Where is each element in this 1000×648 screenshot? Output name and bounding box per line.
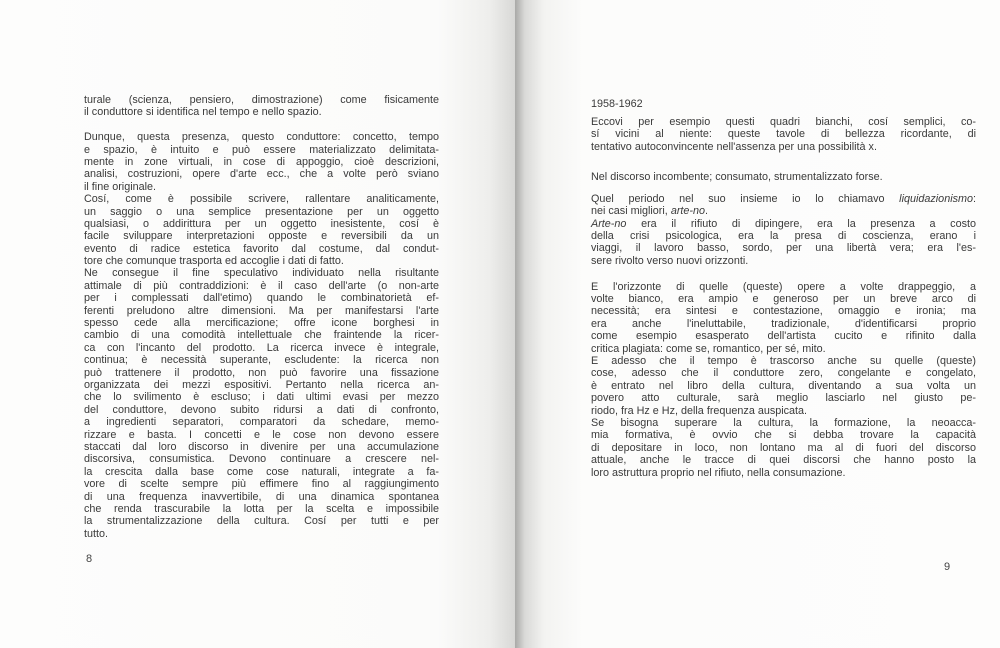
right-page <box>515 0 1000 648</box>
paragraph <box>84 94 439 119</box>
text-segment: . <box>705 205 709 218</box>
text-line: un saggio o una semplice presentazione per un oggetto <box>84 205 439 218</box>
text-line: è entrato nel libro della cultura, diventando a sua volta un <box>591 379 976 392</box>
text-line: tentativo autoconvincente nell'assenza per una possibilità x. <box>591 140 877 153</box>
text-line: ferenti preludono altre dimensioni. Ma per manifestarsi l'arte <box>84 304 439 317</box>
text-line: turale (scienza, pensiero, dimostrazione) come fisicamente <box>84 94 439 106</box>
text-line: discorsiva, consumistica. Devono continuare a crescere nel- <box>84 453 439 466</box>
text-line: Dunque, questa presenza, questo conduttore: concetto, tempo <box>84 131 439 144</box>
text-line: come esempio esasperato dell'artista cucito e rifinito dalla <box>591 330 976 343</box>
text-segment: era il rifiuto di dipingere, era la presenza a costo <box>626 217 976 230</box>
paragraph <box>591 193 976 218</box>
text-line: la strumentalizzazione della cultura. Cosí per tutti e per <box>84 515 439 528</box>
text-line: per i complessati dall'etimo) quando le combinatorietà ef- <box>84 292 439 305</box>
text-line <box>591 193 976 205</box>
text-line: loro astruttura proprio nel rifiuto, nella consumazione. <box>591 466 846 479</box>
paragraph <box>591 171 976 183</box>
text-line: il conduttore si identifica nel tempo e nello spazio. <box>84 106 322 119</box>
text-line: qualsiasi, o addirittura per un oggetto inesistente, cosí è <box>84 217 439 230</box>
text-line: organizzata dei mezzi espositivi. Pertanto nella ricerca an- <box>84 378 439 391</box>
text-line: di una frequenza inavvertibile, di una dinamica spontanea <box>84 490 439 503</box>
paragraph <box>591 98 976 110</box>
text-line: rizzare e basta. I concetti e le cose non devono essere <box>84 428 439 441</box>
text-line: tutto. <box>84 527 109 540</box>
text-line: riodo, fra Hz e Hz, della frequenza auspicata. <box>591 404 808 417</box>
text-line: che renda trascurabile la lotta per la scelta e impossibile <box>84 502 439 515</box>
text-line: cambio di una comodità intellettuale che fraintende la ricer- <box>84 329 439 342</box>
text-line: tore che comunque trasporta ed accoglie i dati di fatto. <box>84 255 344 268</box>
text-line: cose, adesso che il conduttore zero, congelante e congelato, <box>591 367 976 380</box>
text-line: che lo svilimento è escluso; i dati ultimi evasi per mezzo <box>84 391 439 404</box>
text-line: volte bianco, era ampio e generoso per un breve arco di <box>591 293 976 306</box>
text-line: a ingredienti separatori, comparatori da schedare, memo- <box>84 416 439 429</box>
text-line <box>591 205 976 217</box>
text-line: della crisi psicologica, era la presa di coscienza, erano i <box>591 229 976 242</box>
text-line: critica plagiata: come se, romantico, per sé, mito. <box>591 342 826 355</box>
text-line: viaggi, il lavoro basso, sordo, per una libertà vera; era l'es- <box>591 242 976 255</box>
paragraph <box>84 193 439 267</box>
text-line: era anche l'ineluttabile, tradizionale, d'identificarsi proprio <box>591 317 976 330</box>
text-line: sere rivolto verso nuovi orizzonti. <box>591 254 749 267</box>
text-line: sí vicini al niente: queste tavole di bellezza ricordante, di <box>591 128 976 141</box>
text-line: continua; è necessità superante, escludente: la ricerca non <box>84 354 439 367</box>
right-page-text <box>591 98 976 479</box>
paragraph <box>84 131 439 193</box>
text-line: ca con l'incanto del prodotto. La ricerca invece è integrale, <box>84 341 439 354</box>
text-line: E adesso che il tempo è trascorso anche su quelle (queste) <box>591 355 976 368</box>
left-page-text <box>84 94 439 540</box>
text-segment: : <box>973 192 976 205</box>
text-line: del conduttore, devono subito ridursi a dati di confronto, <box>84 403 439 416</box>
text-line: analisi, costruzioni, opere d'arte ecc., che a volte però sviano <box>84 168 439 181</box>
text-line: Se bisogna superare la cultura, la formazione, la neoacca- <box>591 416 976 429</box>
paragraph <box>591 417 976 479</box>
text-line: necessità; era sintesi e contestazione, omaggio e ironia; ma <box>591 305 976 318</box>
italic-term: Arte-no <box>591 217 627 230</box>
paragraph <box>84 267 439 540</box>
text-line: povero atto culturale, sarà meglio lasciarlo nel giusto pe- <box>591 392 976 405</box>
text-line: la crescita dalla base come cose naturali, integrate a fa- <box>84 465 439 478</box>
text-line: di depositare in loco, non lontano ma al di fuori del discorso <box>591 441 976 454</box>
text-line: facile sviluppare interpretazioni opposte e reversibili da un <box>84 230 439 243</box>
text-line: attimale di più contraddizioni: è il caso dell'arte (o non-arte <box>84 279 439 292</box>
text-line: Eccovi per esempio questi quadri bianchi, cosí semplici, co- <box>591 115 976 128</box>
text-line: mia formativa, è ovvio che si debba trovare la capacità <box>591 429 976 442</box>
italic-term: liquidazionismo <box>899 192 973 205</box>
text-segment: nei casi migliori, <box>591 205 671 218</box>
paragraph <box>591 218 976 268</box>
text-line: attuale, anche le tracce di quei discorsi che hanno posto la <box>591 454 976 467</box>
paragraph <box>591 281 976 355</box>
text-line: 1958-1962 <box>591 98 643 110</box>
paragraph <box>591 116 976 153</box>
text-line: e spazio, è intuito e può essere materializzato delimitata- <box>84 143 439 156</box>
text-line: vore di scelte sempre più effimere fino al raggiungimento <box>84 478 439 491</box>
text-line: può trattenere il prodotto, non può favorire una fissazione <box>84 366 439 379</box>
text-line: Ne consegue il fine speculativo individuato nella risultante <box>84 267 439 280</box>
text-segment: Quel periodo nel suo insieme io lo chiamavo <box>591 192 900 205</box>
page-number-left: 8 <box>86 553 93 565</box>
text-line: staccati dal loro discorso in divenire per una accumulazione <box>84 440 439 453</box>
text-line: Cosí, come è possibile scrivere, rallentare analiticamente, <box>84 193 439 206</box>
text-line: mente in zone virtuali, in cose di appoggio, cioè descrizioni, <box>84 155 439 168</box>
paragraph <box>591 355 976 417</box>
text-line: spesso cede alla mercificazione; offre icone borghesi in <box>84 317 439 330</box>
text-line: evento di radice estetica favorito dal costume, dal condut- <box>84 242 439 255</box>
text-line <box>591 218 976 230</box>
italic-term: arte-no <box>670 205 706 218</box>
text-line: il fine originale. <box>84 180 157 193</box>
text-line: Nel discorso incombente; consumato, strumentalizzato forse. <box>591 170 883 183</box>
page-number-right: 9 <box>944 561 951 573</box>
text-line: E l'orizzonte di quelle (queste) opere a volte drappeggio, a <box>591 280 976 293</box>
